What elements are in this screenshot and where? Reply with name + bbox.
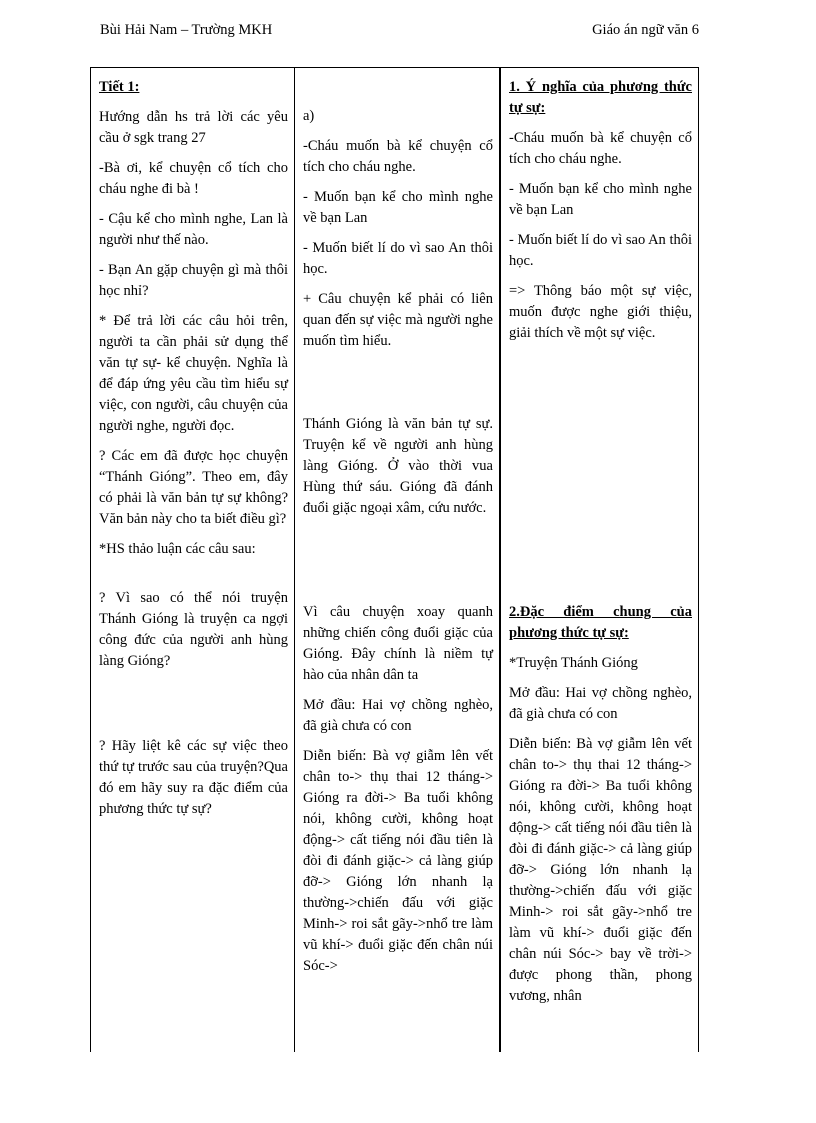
section-heading: 1. Ý nghĩa của phương thức tự sự: (509, 79, 692, 116)
content-column (500, 68, 698, 1052)
paragraph: - Muốn bạn kể cho mình nghe về bạn Lan (303, 189, 493, 226)
paragraph: => Thông báo một sự việc, muốn được nghe giới thiệu, giải thích về một sự việc. (509, 283, 692, 341)
paragraph: -Bà ơi, kể chuyện cổ tích cho cháu nghe đi bà ! (99, 160, 288, 197)
paragraph: a) (303, 108, 315, 124)
paragraph: - Bạn An gặp chuyện gì mà thôi học nhỉ? (99, 262, 288, 299)
paragraph: * Để trả lời các câu hỏi trên, người ta cần phải sử dụng thể văn tự sự- kể chuyện. Nghĩa là để đáp ứng yêu cầu tìm hiểu sự việc, con người, câu chuyện của người nghe, người đọc. (99, 313, 288, 434)
paragraph: Thánh Gióng là văn bản tự sự. Truyện kể về người anh hùng làng Gióng. Ở vào thời vua Hùng thứ sáu. Gióng đã đánh đuổi giặc ngoại xâm, cứu nước. (303, 416, 493, 516)
header-author: Bùi Hải Nam – Trường MKH (100, 22, 273, 38)
paragraph: Hướng dẫn hs trả lời các yêu cầu ở sgk trang 27 (99, 109, 288, 146)
paragraph: - Muốn biết lí do vì sao An thôi học. (509, 232, 692, 269)
header-subject: Giáo án ngữ văn 6 (592, 22, 699, 38)
paragraph: - Muốn bạn kể cho mình nghe về bạn Lan (509, 181, 692, 218)
lesson-table (90, 67, 699, 1052)
paragraph: Vì câu chuyện xoay quanh những chiến công đuổi giặc của Gióng. Đây chính là niềm tự hào của nhân dân ta (303, 604, 493, 683)
paragraph: - Muốn biết lí do vì sao An thôi học. (303, 240, 493, 277)
paragraph: Diễn biến: Bà vợ giẫm lên vết chân to-> thụ thai 12 tháng-> Gióng ra đời-> Ba tuổi không nói, không cười, không hoạt động-> cất tiếng nói đầu tiên là đòi đi đánh giặc-> cả làng giúp đỡ-> Gióng lớn nhanh lạ thường->chiến đấu với giặc Minh-> roi sắt gãy->nhổ tre làm vũ khí-> đuổi giặc đến chân núi Sóc-> bay về trời-> được phong thần, phong vương, nhân (509, 736, 692, 1004)
lesson-title: Tiết 1: (99, 79, 140, 95)
paragraph: -Cháu muốn bà kể chuyện cổ tích cho cháu nghe. (509, 130, 692, 167)
student-activity-column (295, 68, 500, 1052)
teacher-activity-column (91, 68, 295, 1052)
section-heading: 2.Đặc điểm chung của phương thức tự sự: (509, 604, 692, 641)
paragraph: *Truyện Thánh Gióng (509, 655, 638, 671)
paragraph: ? Hãy liệt kê các sự việc theo thứ tự trước sau của truyện?Qua đó em hãy suy ra đặc điểm của phương thức tự sự? (99, 738, 288, 817)
paragraph: Mở đầu: Hai vợ chồng nghèo, đã già chưa có con (303, 697, 493, 734)
paragraph: Mở đầu: Hai vợ chồng nghèo, đã già chưa có con (509, 685, 692, 722)
paragraph: + Câu chuyện kể phải có liên quan đến sự việc mà người nghe muốn tìm hiểu. (303, 291, 493, 349)
paragraph: ? Các em đã được học chuyện “Thánh Gióng”. Theo em, đây có phải là văn bản tự sự không?Văn bản này cho ta biết điều gì? (99, 448, 288, 527)
paragraph: Diễn biến: Bà vợ giẫm lên vết chân to-> thụ thai 12 tháng-> Gióng ra đời-> Ba tuổi không nói, không cười, không hoạt động-> cất tiếng nói đầu tiên là đòi đi đánh giặc-> cả làng giúp đỡ-> Gióng lớn nhanh lạ thường->chiến đấu với giặc Minh-> roi sắt gãy->nhổ tre làm vũ khí-> đuổi giặc đến chân núi Sóc-> (303, 748, 493, 974)
paragraph: -Cháu muốn bà kể chuyện cổ tích cho cháu nghe. (303, 138, 493, 175)
paragraph: - Cậu kể cho mình nghe, Lan là người như thế nào. (99, 211, 288, 248)
paragraph: ? Vì sao có thể nói truyện Thánh Gióng là truyện ca ngợi công đức của người anh hùng làng Gióng? (99, 590, 288, 669)
paragraph: *HS thảo luận các câu sau: (99, 541, 256, 557)
